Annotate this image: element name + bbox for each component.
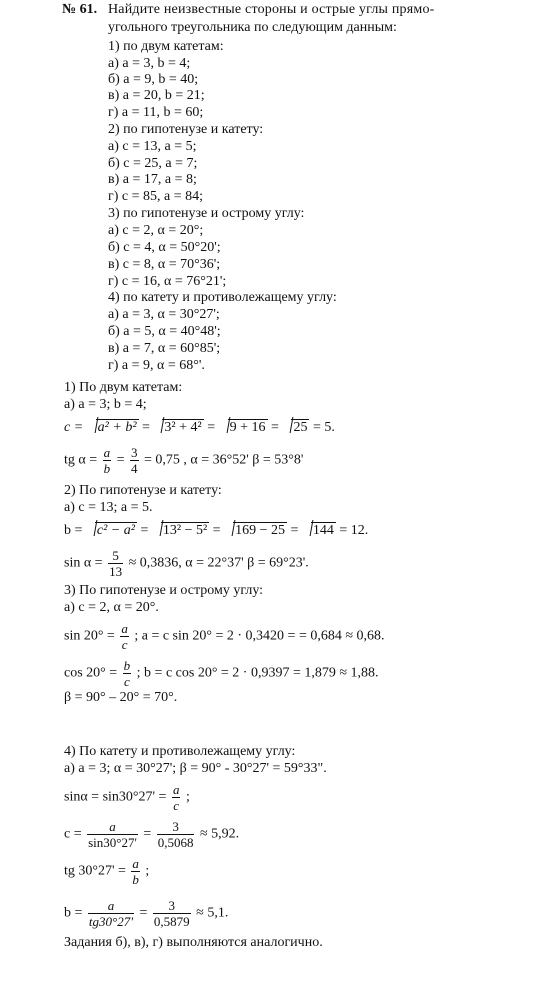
sqrt-expression (153, 419, 203, 435)
equals-sign: = (271, 420, 279, 435)
solution-4-tangent-formula (64, 857, 149, 886)
list-item: 3) по гипотенузе и острому углу: (108, 206, 305, 221)
equals-sign: = (140, 523, 149, 538)
list-item: в) a = 17, a = 8; (108, 172, 197, 187)
fraction (120, 622, 129, 651)
numerator: a (132, 856, 139, 871)
fraction (123, 659, 132, 688)
problem-statement-line-1: Найдите неизвестные стороны и острые углы прямо- (108, 2, 435, 17)
solution-4-leg-formula (64, 899, 228, 928)
numerator: a (172, 782, 180, 797)
list-item: г) a = 9, α = 68°'. (108, 358, 205, 373)
formula-result: ≈ 5,1. (196, 905, 229, 921)
list-item: в) a = 20, b = 21; (108, 88, 205, 103)
sqrt-expression (224, 522, 287, 538)
numerator: b (123, 658, 131, 673)
denominator: b (103, 461, 111, 476)
formula-lhs: c = (64, 420, 84, 435)
radicand: 25 (293, 420, 308, 435)
denominator: b (132, 872, 139, 887)
denominator: 0,5068 (157, 835, 194, 850)
solution-3-beta: β = 90° – 20° = 70°. (64, 690, 178, 705)
list-item: в) c = 8, α = 70°36'; (108, 257, 221, 272)
numerator: 3 (157, 820, 195, 835)
fraction (153, 899, 191, 928)
numerator: 3 (131, 445, 138, 460)
formula-lhs: b = (64, 523, 83, 538)
formula-result: ≈ 5,92. (199, 826, 240, 842)
list-item: б) a = 5, α = 40°48'; (108, 324, 221, 339)
formula-result: ; a = c sin 20° = 2 · 0,3420 = = 0,684 ≈ 0,68. (134, 628, 385, 644)
sqrt-expression (152, 522, 209, 538)
problem-statement-line-2: угольного треугольника по следующим данным: (108, 20, 397, 35)
radicand: 3² + 4² (164, 420, 202, 435)
denominator: tg30°27' (88, 914, 133, 929)
denominator: 13 (109, 564, 123, 579)
solution-3-sine-formula (64, 622, 385, 651)
solution-4-sine-formula (64, 783, 190, 812)
numerator: a (121, 621, 128, 636)
list-item: г) c = 85, a = 84; (108, 189, 204, 204)
solution-3-heading: 3) По гипотенузе и острому углу: (64, 583, 264, 598)
list-item: б) c = 4, α = 50°20'; (108, 240, 221, 255)
solution-1-heading: 1) По двум катетам: (64, 380, 183, 395)
formula-punct: ; (185, 789, 190, 805)
solution-footer-note: Задания б), в), г) выполняются аналогично. (64, 935, 323, 950)
fraction (131, 857, 140, 886)
solution-2-leg-formula (64, 522, 368, 538)
list-item: г) c = 16, α = 76°21'; (108, 274, 227, 289)
sqrt-expression (87, 419, 139, 435)
solution-1-hypotenuse-formula (64, 419, 335, 435)
solution-1-tangent-formula (64, 446, 303, 475)
numerator: a (109, 819, 116, 834)
formula-result: ; b = c cos 20° = 2 · 0,9397 = 1,879 ≈ 1,88. (136, 665, 379, 681)
formula-lhs: sinα = sin30°27' = (64, 789, 167, 805)
fraction (103, 446, 112, 475)
list-item: а) a = 3, α = 30°27'; (108, 307, 220, 322)
solution-3-cosine-formula (64, 659, 379, 688)
denominator: c (124, 674, 130, 689)
formula-result: = 0,75 , α = 36°52' β = 53°8' (144, 452, 304, 468)
solution-2-given: а) c = 13; a = 5. (64, 500, 153, 515)
formula-result: = 5. (312, 420, 335, 435)
list-item: а) a = 3, b = 4; (108, 56, 191, 71)
formula-result: ≈ 0,3836, α = 22°37' β = 69°23'. (128, 555, 309, 571)
list-item: в) a = 7, α = 60°85'; (108, 341, 221, 356)
formula-lhs: tg 30°27' = (64, 863, 126, 879)
solution-4-hypotenuse-formula (64, 820, 239, 849)
solution-2-heading: 2) По гипотенузе и катету: (64, 483, 222, 498)
formula-lhs: b = (64, 905, 83, 921)
list-item: а) c = 13, a = 5; (108, 139, 197, 154)
formula-lhs: tg α = (64, 452, 98, 468)
denominator: c (121, 637, 128, 652)
sqrt-expression (86, 522, 137, 538)
list-item: г) a = 11, b = 60; (108, 105, 204, 120)
formula-punct: ; (145, 863, 150, 879)
sqrt-expression (282, 419, 309, 435)
formula-result: = 12. (339, 523, 369, 538)
equals-sign: = (116, 452, 125, 468)
radicand: 144 (312, 523, 334, 538)
list-item: а) c = 2, α = 20°; (108, 223, 204, 238)
numerator: 3 (153, 899, 191, 914)
equals-sign: = (139, 905, 148, 921)
denominator: c (173, 798, 180, 813)
denominator: 4 (131, 461, 138, 476)
sqrt-expression (219, 419, 268, 435)
list-item: 1) по двум катетам: (108, 39, 224, 54)
solution-2-sine-formula (64, 549, 309, 578)
fraction (130, 446, 139, 475)
numerator: a (107, 898, 115, 913)
numerator: 5 (108, 549, 123, 564)
fraction (88, 899, 134, 928)
formula-lhs: sin 20° = (64, 628, 115, 644)
fraction (157, 820, 195, 849)
list-item: 2) по гипотенузе и катету: (108, 122, 264, 137)
fraction (172, 783, 181, 812)
solution-4-given: а) a = 3; α = 30°27'; β = 90° - 30°27' = 59°33". (64, 761, 327, 776)
equals-sign: = (290, 523, 299, 538)
radicand: 169 − 25 (235, 523, 285, 538)
equals-sign: = (207, 420, 216, 435)
list-item: б) a = 9, b = 40; (108, 72, 199, 87)
radicand: a² + b² (97, 420, 137, 435)
radicand: 9 + 16 (229, 420, 266, 435)
fraction (108, 549, 123, 578)
sqrt-expression (302, 522, 336, 538)
denominator: 0,5879 (153, 914, 190, 929)
equals-sign: = (142, 420, 150, 435)
radicand: 13² − 5² (162, 523, 208, 538)
fraction (87, 820, 138, 849)
radicand: c² − a² (96, 523, 135, 538)
problem-number: № 61. (62, 2, 98, 17)
formula-lhs: cos 20° = (64, 665, 118, 681)
solution-3-given: а) c = 2, α = 20°. (64, 600, 159, 615)
denominator: sin30°27' (88, 835, 137, 850)
equals-sign: = (143, 826, 152, 842)
formula-lhs: c = (64, 826, 82, 842)
equals-sign: = (212, 523, 221, 538)
list-item: 4) по катету и противолежащему углу: (108, 290, 337, 305)
list-item: б) c = 25, a = 7; (108, 156, 198, 171)
formula-lhs: sin α = (64, 555, 103, 571)
solution-4-heading: 4) По катету и противолежащему углу: (64, 744, 296, 759)
solution-1-given: а) a = 3; b = 4; (64, 397, 147, 412)
numerator: a (103, 445, 111, 460)
